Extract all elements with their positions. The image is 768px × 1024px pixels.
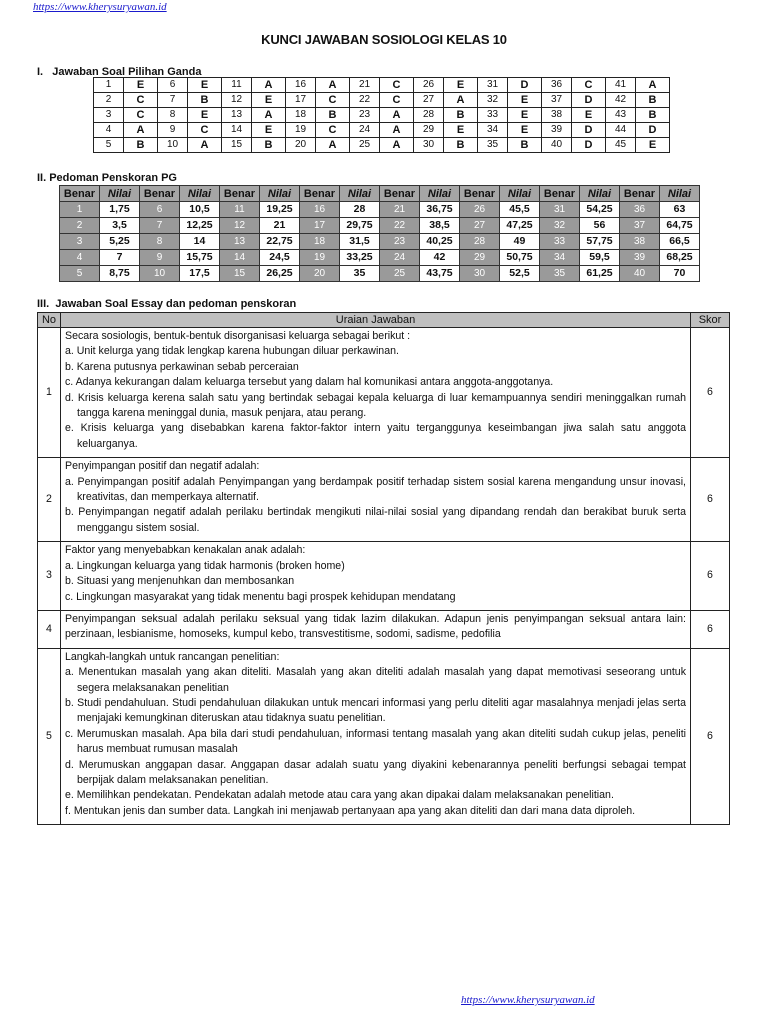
pg-nilai: 3,5 [100, 218, 140, 234]
pg-nilai: 68,25 [660, 250, 700, 266]
mcq-answer: E [444, 78, 478, 93]
pg-benar: 33 [540, 234, 580, 250]
essay-number: 1 [38, 328, 61, 458]
pg-header-nilai: Nilai [580, 186, 620, 202]
pg-benar: 38 [620, 234, 660, 250]
essay-number: 4 [38, 610, 61, 648]
essay-answer-point: a. Lingkungan keluarga yang tidak harmonis (broken home) [65, 559, 345, 572]
pg-benar: 6 [140, 202, 180, 218]
essay-answer-point: e. Memilihkan pendekatan. Pendekatan adalah metode atau cara yang akan dipakai dalam melaksanakan penelitian. [65, 789, 614, 802]
essay-answer-text [61, 328, 691, 458]
mcq-answer: E [508, 93, 542, 108]
pg-header-benar: Benar [460, 186, 500, 202]
pg-benar: 32 [540, 218, 580, 234]
mcq-number: 7 [158, 93, 188, 108]
pg-nilai: 8,75 [100, 266, 140, 282]
pg-scoring-table [59, 185, 700, 282]
mcq-number: 41 [606, 78, 636, 93]
essay-answer-point: a. Menentukan masalah yang akan diteliti. Masalah yang akan diteliti adalah masalah yang dapat memotivasi seseorang untuk segera melaksanakan penelitian [65, 666, 686, 694]
mcq-answer: B [252, 138, 286, 153]
pg-benar: 36 [620, 202, 660, 218]
mcq-answer: D [572, 123, 606, 138]
mcq-number: 8 [158, 108, 188, 123]
mcq-row [94, 138, 670, 153]
pg-benar: 11 [220, 202, 260, 218]
pg-benar: 10 [140, 266, 180, 282]
mcq-answer: D [572, 93, 606, 108]
mcq-number: 23 [350, 108, 380, 123]
pg-benar: 31 [540, 202, 580, 218]
essay-answer-intro: Penyimpangan seksual adalah perilaku seksual yang tidak lazim dilakukan. Adapun jenis penyimpangan seksual antara lain: perzinaan, lesbianisme, homoseks, kumpul kebo, transvestitisme, sodomi, sadisme, pedofilia [65, 612, 686, 641]
mcq-number: 25 [350, 138, 380, 153]
essay-answer-point: a. Penyimpangan positif adalah Penyimpangan yang berdampak positif terhadap sistem sosial karena mengandung unsur inovasi, kreativitas, dan memperkaya alternatif. [65, 475, 686, 504]
mcq-number: 22 [350, 93, 380, 108]
essay-answer-intro: Penyimpangan positif dan negatif adalah: [65, 460, 260, 473]
pg-benar: 28 [460, 234, 500, 250]
mcq-answer: B [316, 108, 350, 123]
pg-nilai: 35 [340, 266, 380, 282]
section-heading-pg-scoring: II. Pedoman Penskoran PG [37, 172, 177, 184]
pg-nilai: 28 [340, 202, 380, 218]
mcq-answer: A [444, 93, 478, 108]
mcq-answer: A [252, 108, 286, 123]
pg-nilai: 29,75 [340, 218, 380, 234]
essay-answer-text [61, 458, 691, 542]
essay-answer-text [61, 648, 691, 824]
mcq-answer: E [572, 108, 606, 123]
mcq-answer: A [636, 78, 670, 93]
mcq-number: 18 [286, 108, 316, 123]
pg-header-nilai: Nilai [260, 186, 300, 202]
mcq-answer: A [252, 78, 286, 93]
pg-benar: 40 [620, 266, 660, 282]
essay-answer-intro: Secara sosiologis, bentuk-bentuk disorganisasi keluarga sebagai berikut : [65, 330, 411, 342]
pg-nilai: 59,5 [580, 250, 620, 266]
pg-header-benar: Benar [220, 186, 260, 202]
mcq-number: 10 [158, 138, 188, 153]
essay-score: 6 [691, 328, 730, 458]
mcq-answer: C [380, 93, 414, 108]
mcq-number: 33 [478, 108, 508, 123]
pg-nilai: 43,75 [420, 266, 460, 282]
pg-benar: 22 [380, 218, 420, 234]
pg-header-nilai: Nilai [660, 186, 700, 202]
mcq-number: 21 [350, 78, 380, 93]
mcq-answer: C [188, 123, 222, 138]
pg-header-benar: Benar [60, 186, 100, 202]
essay-answer-point: b. Studi pendahuluan. Studi pendahuluan dilakukan untuk mencari informasi yang perlu diteliti agar masalahnya menjadi jelas serta menjajaki kemungkinan diteruskan atau tidaknya suatu penelitian. [65, 696, 686, 725]
mcq-answer: A [316, 138, 350, 153]
pg-benar: 13 [220, 234, 260, 250]
mcq-answer: D [508, 78, 542, 93]
pg-header-nilai: Nilai [180, 186, 220, 202]
website-link-top[interactable]: https://www.kherysuryawan.id [33, 1, 167, 13]
essay-score: 6 [691, 610, 730, 648]
essay-number: 3 [38, 542, 61, 611]
pg-nilai: 1,75 [100, 202, 140, 218]
pg-nilai: 56 [580, 218, 620, 234]
mcq-number: 38 [542, 108, 572, 123]
pg-nilai: 54,25 [580, 202, 620, 218]
pg-nilai: 17,5 [180, 266, 220, 282]
pg-benar: 39 [620, 250, 660, 266]
pg-benar: 15 [220, 266, 260, 282]
essay-answer-point: b. Penyimpangan negatif adalah perilaku bertindak mengikuti nilai-nilai sosial yang dipandang rendah dan berakibat buruk serta menggangu sistem sosial. [65, 506, 686, 534]
mcq-number: 36 [542, 78, 572, 93]
mcq-answer: E [444, 123, 478, 138]
mcq-answer: D [636, 123, 670, 138]
essay-score: 6 [691, 648, 730, 824]
essay-answer-point: a. Unit kelurga yang tidak lengkap karena hubungan diluar perkawinan. [65, 345, 399, 358]
mcq-answer: E [252, 93, 286, 108]
essay-answer-point: d. Merumuskan anggapan dasar. Anggapan dasar adalah suatu yang diyakini kebenarannya peneliti berfungsi sebagai tempat berpijak dalam melaksanakan penelitian. [65, 758, 686, 786]
essay-header-no: No [38, 313, 61, 328]
mcq-number: 5 [94, 138, 124, 153]
pg-header-benar: Benar [620, 186, 660, 202]
essay-answer-point: f. Mentukan jenis dan sumber data. Langkah ini menjawab pertanyaan apa yang akan diteliti dan dari mana data diproleh. [65, 804, 636, 817]
pg-nilai: 7 [100, 250, 140, 266]
essay-row [38, 458, 730, 542]
essay-score: 6 [691, 542, 730, 611]
pg-benar: 37 [620, 218, 660, 234]
pg-nilai: 50,75 [500, 250, 540, 266]
pg-nilai: 70 [660, 266, 700, 282]
website-link-bottom[interactable]: https://www.kherysuryawan.id [461, 994, 595, 1006]
pg-row [60, 250, 700, 266]
pg-nilai: 61,25 [580, 266, 620, 282]
pg-benar: 14 [220, 250, 260, 266]
pg-benar: 35 [540, 266, 580, 282]
pg-header-benar: Benar [140, 186, 180, 202]
pg-row [60, 266, 700, 282]
mcq-number: 42 [606, 93, 636, 108]
pg-benar: 2 [60, 218, 100, 234]
mcq-answer: E [124, 78, 158, 93]
pg-benar: 7 [140, 218, 180, 234]
mcq-answer: E [508, 123, 542, 138]
pg-nilai: 57,75 [580, 234, 620, 250]
mcq-number: 20 [286, 138, 316, 153]
pg-nilai: 45,5 [500, 202, 540, 218]
essay-answer-point: b. Situasi yang menjenuhkan dan membosankan [65, 575, 295, 588]
mcq-answer: B [444, 138, 478, 153]
pg-row [60, 234, 700, 250]
essay-answer-text [61, 610, 691, 648]
essay-answer-intro: Faktor yang menyebabkan kenakalan anak adalah: [65, 544, 306, 557]
mcq-answer: A [380, 108, 414, 123]
essay-row [38, 648, 730, 824]
essay-header-score: Skor [691, 313, 730, 328]
essay-answer-point: c. Adanya kekurangan dalam keluarga tersebut yang dalam hal komunikasi antara anggota-anggotanya. [65, 376, 554, 389]
mcq-number: 13 [222, 108, 252, 123]
pg-header-nilai: Nilai [340, 186, 380, 202]
pg-benar: 5 [60, 266, 100, 282]
mcq-answer: A [124, 123, 158, 138]
pg-benar: 1 [60, 202, 100, 218]
pg-header-nilai: Nilai [500, 186, 540, 202]
pg-header-benar: Benar [540, 186, 580, 202]
pg-nilai: 21 [260, 218, 300, 234]
pg-benar: 16 [300, 202, 340, 218]
mcq-number: 19 [286, 123, 316, 138]
pg-nilai: 14 [180, 234, 220, 250]
mcq-number: 35 [478, 138, 508, 153]
mcq-number: 9 [158, 123, 188, 138]
pg-nilai: 40,25 [420, 234, 460, 250]
mcq-number: 15 [222, 138, 252, 153]
essay-row [38, 328, 730, 458]
mcq-number: 16 [286, 78, 316, 93]
mcq-number: 39 [542, 123, 572, 138]
essay-answer-text [61, 542, 691, 611]
pg-benar: 21 [380, 202, 420, 218]
mcq-answer: B [444, 108, 478, 123]
pg-nilai: 33,25 [340, 250, 380, 266]
mcq-answer: E [252, 123, 286, 138]
pg-benar: 26 [460, 202, 500, 218]
mcq-number: 26 [414, 78, 444, 93]
pg-nilai: 15,75 [180, 250, 220, 266]
mcq-answer: B [124, 138, 158, 153]
mcq-number: 30 [414, 138, 444, 153]
mcq-number: 45 [606, 138, 636, 153]
mcq-answer: A [380, 138, 414, 153]
mcq-number: 3 [94, 108, 124, 123]
pg-nilai: 38,5 [420, 218, 460, 234]
pg-nilai: 36,75 [420, 202, 460, 218]
pg-row [60, 218, 700, 234]
pg-nilai: 24,5 [260, 250, 300, 266]
mcq-answer: C [316, 93, 350, 108]
pg-nilai: 22,75 [260, 234, 300, 250]
pg-header-nilai: Nilai [100, 186, 140, 202]
mcq-answer: D [572, 138, 606, 153]
pg-benar: 19 [300, 250, 340, 266]
mcq-answer: E [188, 78, 222, 93]
essay-answer-point: d. Krisis keluarga kerena salah satu yang bertindak sebagai kepala keluarga di luar kemampuannya sendiri meninggalkan rumah tangga karena meninggal dunia, masuk penjara, atau perang. [65, 391, 686, 420]
mcq-number: 43 [606, 108, 636, 123]
pg-header-nilai: Nilai [420, 186, 460, 202]
pg-nilai: 47,25 [500, 218, 540, 234]
essay-answer-intro: Langkah-langkah untuk rancangan penelitian: [65, 650, 280, 663]
pg-nilai: 52,5 [500, 266, 540, 282]
pg-nilai: 42 [420, 250, 460, 266]
mcq-number: 24 [350, 123, 380, 138]
mcq-number: 32 [478, 93, 508, 108]
pg-nilai: 63 [660, 202, 700, 218]
pg-benar: 25 [380, 266, 420, 282]
page-title: KUNCI JAWABAN SOSIOLOGI KELAS 10 [261, 32, 507, 47]
essay-row [38, 610, 730, 648]
mcq-number: 17 [286, 93, 316, 108]
essay-score: 6 [691, 458, 730, 542]
mcq-number: 44 [606, 123, 636, 138]
section-heading-multiple-choice: I. Jawaban Soal Pilihan Ganda [37, 66, 202, 78]
mcq-number: 14 [222, 123, 252, 138]
mcq-number: 29 [414, 123, 444, 138]
pg-benar: 27 [460, 218, 500, 234]
mcq-row [94, 78, 670, 93]
pg-benar: 17 [300, 218, 340, 234]
pg-header-benar: Benar [300, 186, 340, 202]
pg-benar: 30 [460, 266, 500, 282]
mcq-number: 2 [94, 93, 124, 108]
mcq-row [94, 93, 670, 108]
mcq-answer: B [188, 93, 222, 108]
pg-nilai: 10,5 [180, 202, 220, 218]
multiple-choice-answer-table [93, 77, 670, 153]
mcq-number: 11 [222, 78, 252, 93]
mcq-answer: E [508, 108, 542, 123]
essay-answer-table [37, 312, 730, 825]
mcq-number: 6 [158, 78, 188, 93]
essay-answer-point: e. Krisis keluarga yang disebabkan karena faktor-faktor intern yaitu terganggunya keseimbangan jiwa salah satu anggota keluarganya. [65, 422, 686, 450]
essay-row [38, 542, 730, 611]
pg-benar: 20 [300, 266, 340, 282]
essay-number: 2 [38, 458, 61, 542]
pg-header-benar: Benar [380, 186, 420, 202]
mcq-number: 12 [222, 93, 252, 108]
mcq-number: 40 [542, 138, 572, 153]
pg-row [60, 202, 700, 218]
pg-nilai: 31,5 [340, 234, 380, 250]
pg-benar: 8 [140, 234, 180, 250]
pg-benar: 34 [540, 250, 580, 266]
mcq-number: 34 [478, 123, 508, 138]
mcq-number: 1 [94, 78, 124, 93]
mcq-answer: E [188, 108, 222, 123]
mcq-row [94, 108, 670, 123]
mcq-answer: C [316, 123, 350, 138]
mcq-answer: A [188, 138, 222, 153]
mcq-answer: B [636, 93, 670, 108]
mcq-answer: C [572, 78, 606, 93]
mcq-number: 4 [94, 123, 124, 138]
mcq-number: 28 [414, 108, 444, 123]
essay-answer-point: c. Merumuskan masalah. Apa bila dari studi pendahuluan, informasi tentang masalah yang akan diteliti sudah cukup jelas, peneliti harus membuat rumusan masalah [65, 727, 686, 756]
pg-benar: 4 [60, 250, 100, 266]
mcq-answer: A [316, 78, 350, 93]
mcq-answer: C [124, 93, 158, 108]
mcq-row [94, 123, 670, 138]
mcq-number: 37 [542, 93, 572, 108]
mcq-answer: C [124, 108, 158, 123]
section-heading-essay: III. Jawaban Soal Essay dan pedoman penskoran [37, 298, 297, 310]
mcq-answer: B [508, 138, 542, 153]
mcq-answer: E [636, 138, 670, 153]
pg-benar: 12 [220, 218, 260, 234]
pg-nilai: 66,5 [660, 234, 700, 250]
pg-nilai: 12,25 [180, 218, 220, 234]
pg-benar: 24 [380, 250, 420, 266]
mcq-number: 31 [478, 78, 508, 93]
pg-nilai: 19,25 [260, 202, 300, 218]
pg-benar: 29 [460, 250, 500, 266]
mcq-number: 27 [414, 93, 444, 108]
pg-benar: 3 [60, 234, 100, 250]
mcq-answer: C [380, 78, 414, 93]
essay-answer-point: b. Karena putusnya perkawinan sebab perceraian [65, 360, 299, 373]
pg-benar: 23 [380, 234, 420, 250]
pg-nilai: 26,25 [260, 266, 300, 282]
essay-answer-point: c. Lingkungan masyarakat yang tidak menentu bagi prospek kehidupan mendatang [65, 590, 456, 603]
pg-nilai: 49 [500, 234, 540, 250]
essay-header-answer: Uraian Jawaban [61, 313, 691, 328]
pg-nilai: 64,75 [660, 218, 700, 234]
mcq-answer: A [380, 123, 414, 138]
pg-benar: 18 [300, 234, 340, 250]
mcq-answer: B [636, 108, 670, 123]
pg-benar: 9 [140, 250, 180, 266]
essay-number: 5 [38, 648, 61, 824]
pg-nilai: 5,25 [100, 234, 140, 250]
